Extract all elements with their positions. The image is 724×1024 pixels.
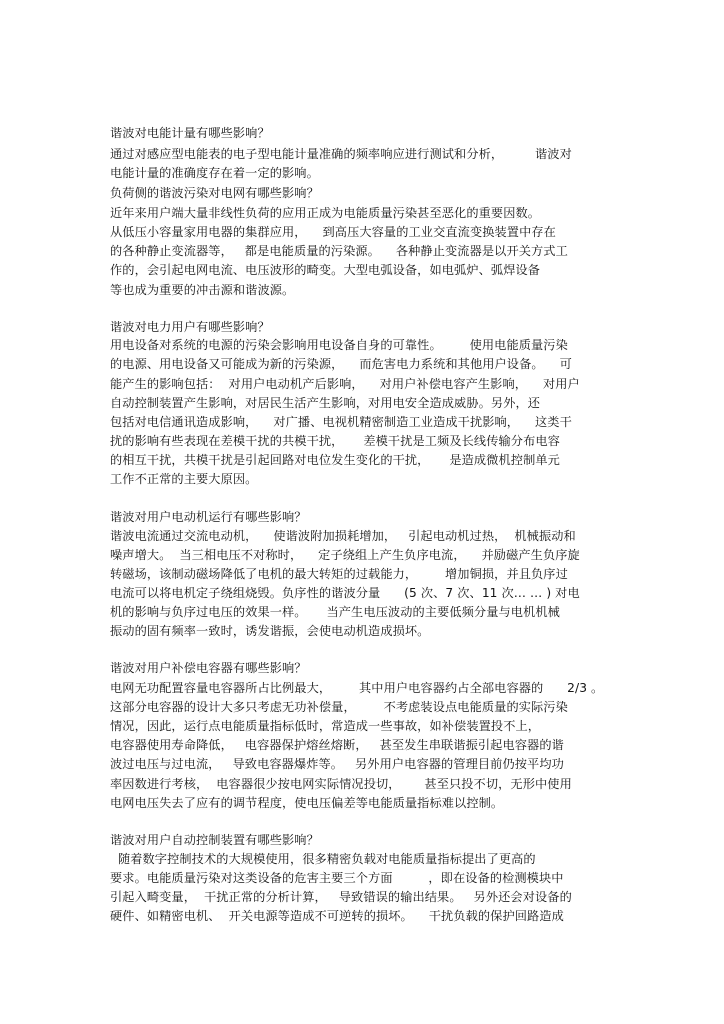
text-line: 电网无功配置容量电容器所占比例最大， 其中用户电容器约占全部电容器的 2/3 。 <box>110 681 604 695</box>
text-line: 负荷侧的谐波污染对电网有哪些影响？ <box>110 186 319 200</box>
text-line: 要求。电能质量污染对这类设备的危害主要三个方面 ，即在设备的检测模块中 <box>110 871 564 885</box>
text-line: 用电设备对系统的电源的污染会影响用电设备自身的可靠性。 使用电能质量污染 <box>110 338 568 352</box>
text-line: 自动控制装置产生影响，对居民生活产生影响，对用电安全造成威胁。另外，还 <box>110 396 541 410</box>
text-line: 噪声增大。 当三相电压不对称时， 定子绕组上产生负序电流， 并励磁产生负序旋 <box>110 548 580 562</box>
text-line: 能产生的影响包括： 对用户电动机产后影响， 对用户补偿电容产生影响， 对用户 <box>110 377 580 391</box>
text-line: 工作不正常的主要大原因。 <box>110 472 258 486</box>
text-line: 电能计量的准确度存在着一定的影响。 <box>110 166 319 180</box>
text-line: 随着数字控制技术的大规模使用，很多精密负载对电能质量指标提出了更高的 <box>110 852 536 866</box>
text-line: 谐波对电能计量有哪些影响？ <box>110 126 270 140</box>
text-line: 谐波电流通过交流电动机， 使谐波附加损耗增加， 引起电动机过热， 机械振动和 <box>110 529 576 543</box>
text-line: 的各种静止变流器等， 都是电能质量的污染源。 各种静止变流器是以开关方式工 <box>110 244 568 258</box>
text-line: 近年来用户端大量非线性负荷的应用正成为电能质量污染甚至恶化的重要因数。 <box>110 206 541 220</box>
text-line: 作的，会引起电网电流、电压波形的畸变。大型电弧设备，如电弧炉、弧焊设备 <box>110 263 541 277</box>
text-line: 率因数进行考核， 电容器很少按电网实际情况投切， 甚至只投不切，无形中使用 <box>110 777 572 791</box>
text-line: 转磁场，该制动磁场降低了电机的最大转矩的过载能力， 增加铜损，并且负序过 <box>110 567 568 581</box>
text-line: 的相互干扰，共模干扰是引起回路对电位发生变化的干扰， 是造成微机控制单元 <box>110 453 560 467</box>
text-line: 谐波对用户补偿电容器有哪些影响？ <box>110 661 307 675</box>
text-line: 包括对电信通讯造成影响， 对广播、电视机精密制造工业造成干扰影响， 这类干 <box>110 415 572 429</box>
text-line: 引起入畸变量， 干扰正常的分析计算， 导致错误的输出结果。 另外还会对设备的 <box>110 890 572 904</box>
text-line: 谐波对用户电动机运行有哪些影响？ <box>110 510 307 524</box>
text-line: 电容器使用寿命降低， 电容器保护熔丝熔断， 甚至发生串联谐振引起电容器的谐 <box>110 738 564 752</box>
text-line: 扰的影响有些表现在差模干扰的共模干扰， 差模干扰是工频及长线传输分布电容 <box>110 434 560 448</box>
text-line: 从低压小容量家用电器的集群应用， 到高压大容量的工业交直流变换装置中存在 <box>110 225 556 239</box>
text-line: 机的影响与负序过电压的效果一样。 当产生电压波动的主要低频分量与电机机械 <box>110 605 560 619</box>
text-line: 振动的固有频率一致时，诱发谐振，会使电动机造成损坏。 <box>110 624 430 638</box>
text-line: 的电源、用电设备又可能成为新的污染源， 而危害电力系统和其他用户设备。 可 <box>110 357 572 371</box>
text-line: 电网电压失去了应有的调节程度，使电压偏差等电能质量指标难以控制。 <box>110 796 504 810</box>
text-line: 电流可以将电机定子绕组烧毁。负序性的谐波分量 (5 次、7 次、11 次… … ) 对电 <box>110 586 580 600</box>
text-line: 等也成为重要的冲击源和谐波源。 <box>110 283 295 297</box>
text-line: 情况，因此，运行点电能质量指标低时，常造成一些事故，如补偿装置投不上， <box>110 719 541 733</box>
text-line: 波过电压与过电流， 导致电容器爆炸等。 另外用户电容器的管理目前仍按平均功 <box>110 757 564 771</box>
text-line: 通过对感应型电能表的电子型电能计量准确的频率响应进行测试和分析， 谐波对 <box>110 147 572 161</box>
text-line: 谐波对电力用户有哪些影响？ <box>110 320 270 334</box>
text-line: 硬件、如精密电机、 开关电源等造成不可逆转的损坏。 干扰负载的保护回路造成 <box>110 909 564 923</box>
text-line: 这部分电容器的设计大多只考虑无功补偿量， 不考虑装设点电能质量的实际污染 <box>110 700 568 714</box>
text-line: 谐波对用户自动控制装置有哪些影响？ <box>110 833 319 847</box>
